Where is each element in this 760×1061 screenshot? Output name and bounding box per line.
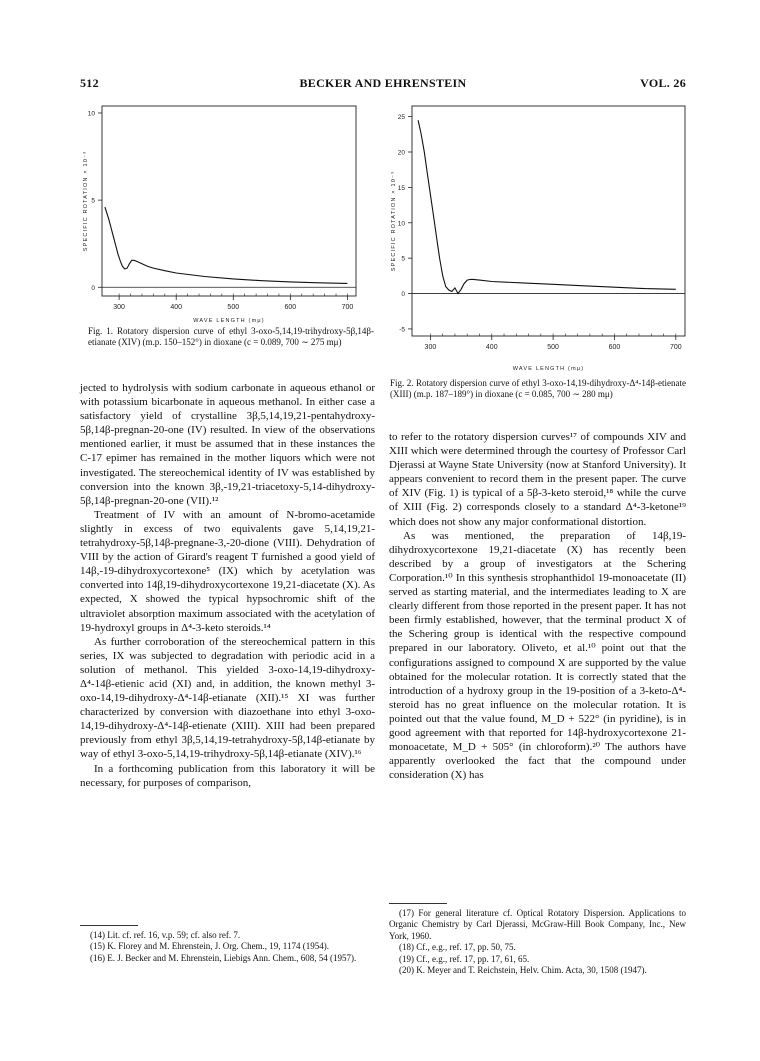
series-line: [105, 207, 348, 283]
body-column-right: [389, 430, 686, 782]
x-tick-label: 300: [113, 304, 125, 311]
figure-1-chart: [80, 100, 376, 332]
x-axis-title: WAVE LENGTH (mμ): [512, 366, 585, 372]
figure-2-caption: Fig. 2. Rotatory dispersion curve of ethyl 3-oxo-14,19-dihydroxy-Δ⁴-14β-etienate (XIII) (m.p. 187–189°) in dioxane (c = 0.085, 700 ∼ 280 mμ): [390, 378, 686, 399]
paragraph: As further corroboration of the stereochemical pattern in this series, IX was subjected to degradation with periodic acid in a solution of methanol. This yielded 3-oxo-14,19-dihydroxy-Δ⁴-14β-etienic acid (XI) and, in addition, the known methyl 3-oxo-14,19-dihydroxy-Δ⁴-14β-etianate (XII).¹⁵ XI was further characterized by conversion with diazoethane into ethyl 3-oxo-14,19-dihydroxy-Δ⁴-14β-etienate (XIII). XIII had been prepared previously from ethyl 3β,5,14,19-tetrahydroxy-5β,14β-etianate by way of ethyl 3-oxo-5,14,19-trihydroxy-5β,14β-etianate (XIV).¹⁶: [80, 635, 375, 761]
footnote: (18) Cf., e.g., ref. 17, pp. 50, 75.: [399, 942, 516, 953]
y-tick-label: 15: [397, 184, 405, 192]
paragraph: Treatment of IV with an amount of N-bromo-acetamide slightly in excess of two equivalents gave 5,14,19,21-tetrahydroxy-5β,14β-pregnane-3,-20-dione (VIII). Dehydration of VIII by the action of Girard's reagent T furnished a good yield of 14β,-19-dihydroxycortexone⁵ (IX) which by acetylation was converted into 14β,19-dihydroxycortexone 19,21-diacetate (X). As expected, X showed the typical hypsochromic shift of the ultraviolet absorption maximum associated with the acetylation of 19-hydroxyl groups in Δ⁴-3-keto steroids.¹⁴: [80, 508, 375, 634]
y-tick-label: 10: [87, 110, 95, 118]
x-tick-label: 700: [669, 344, 682, 351]
y-tick-label: 5: [401, 255, 405, 263]
x-tick-label: 600: [608, 344, 621, 351]
paragraph: As was mentioned, the preparation of 14β,19-dihydroxycortexone 19,21-diacetate (X) has recently been described by a group of investigators at the Schering Corporation.¹⁰ In this synthesis strophanthidol 19-monoacetate (II) served as starting material, and the intermediates leading to X are clearly different from those reported in the present paper. It has not been firmly established, however, that the terminal product X of the Schering group is identical with the respective compound prepared in our laboratory. Oliveto, et al.¹⁰ point out that the configurations assigned to compound X are supported by the value obtained for the molecular rotation. It is correctly stated that the introduction of a hydroxy group in the 19-position of a 3-keto-Δ⁴-steroid has no great influence on the molecular rotation. It is pointed out that the value found, M_D + 522° (in pyridine), is in good agreement with that reported for 14β-hydroxycortexone 21-monoacetate, M_D + 505° (in chloroform).²⁰ The authors have apparently overlooked the fact that the compound under consideration (X) has: [389, 529, 686, 782]
x-tick-label: 400: [485, 344, 498, 351]
y-tick-label: 5: [91, 197, 95, 205]
y-tick-label: 25: [397, 114, 405, 122]
figure-1-caption: Fig. 1. Rotatory dispersion curve of ethyl 3-oxo-5,14,19-trihydroxy-5β,14β-etianate (XIV) (m.p. 150–152°) in dioxane (c = 0.089, 700 ∼ 275 mμ): [88, 326, 374, 347]
footnote: (17) For general literature cf. Optical Rotatory Dispersion. Applications to Organic Chemistry by Carl Djerassi, McGraw-Hill Book Company, Inc., New York, 1960.: [389, 908, 686, 941]
page-number: 512: [80, 76, 99, 90]
y-tick-label: 0: [91, 284, 95, 292]
x-tick-label: 600: [284, 304, 297, 311]
paragraph: to refer to the rotatory dispersion curves¹⁷ of compounds XIV and XIII which were determined through the courtesy of Professor Carl Djerassi at Wayne State University (now at Stanford University). It appears convenient to record them in the present paper. The curve of XIV (Fig. 1) is typical of a 5β-3-keto steroid,¹⁸ while the curve of XIII (Fig. 2) corresponds closely to a standard Δ⁴-3-ketone¹⁹ which does not show any major conformational distortion.: [389, 431, 686, 528]
y-tick-label: 0: [401, 291, 405, 299]
footnotes-right: [389, 903, 686, 976]
figure-2-chart: [385, 100, 687, 378]
footnote: (15) K. Florey and M. Ehrenstein, J. Org. Chem., 19, 1174 (1954).: [90, 941, 329, 952]
x-tick-label: 300: [424, 344, 437, 351]
paragraph: In a forthcoming publication from this laboratory it will be necessary, for purposes of comparison,: [80, 762, 375, 789]
footnote-rule: [389, 903, 447, 904]
x-tick-label: 700: [341, 304, 354, 311]
y-tick-label: 20: [397, 149, 405, 157]
footnotes-left: [80, 925, 375, 964]
paragraph: jected to hydrolysis with sodium carbonate in aqueous ethanol or with potassium bicarbonate in aqueous methanol. In either case a satisfactory yield of crystalline 3β,5,14,19,21-pentahydroxy-5β,14β-pregnan-20-one (IV) resulted. In view of the observations mentioned earlier, it must be assumed that in these instances the C-17 epimer has remained in the mother liquors which were not investigated. The stereochemical identity of IV was established by conversion into the known 3β,-19,21-triacetoxy-5,14-dihydroxy-5β,14β-pregnan-20-one (VII).¹²: [80, 382, 375, 507]
plot-frame: [102, 106, 356, 296]
plot-frame: [412, 106, 685, 336]
y-tick-label: 10: [397, 220, 405, 228]
x-tick-label: 500: [547, 344, 559, 351]
x-axis-title: WAVE LENGTH (mμ): [193, 318, 265, 324]
footnote: (16) E. J. Becker and M. Ehrenstein, Liebigs Ann. Chem., 608, 54 (1957).: [90, 952, 357, 963]
y-axis-title: SPECIFIC ROTATION × 10⁻³: [391, 170, 397, 272]
volume-label: VOL. 26: [640, 76, 686, 90]
series-line: [418, 120, 676, 293]
running-header: [80, 76, 686, 92]
footnote-rule: [80, 925, 138, 926]
footnote: (14) Lit. cf. ref. 16, v.p. 59; cf. also ref. 7.: [90, 930, 241, 940]
x-tick-label: 400: [170, 304, 183, 311]
x-tick-label: 500: [227, 304, 240, 311]
y-axis-title: SPECIFIC ROTATION × 10⁻³: [83, 150, 89, 252]
running-title: BECKER AND EHRENSTEIN: [299, 76, 467, 90]
y-tick-label: -5: [399, 326, 405, 334]
body-column-left: [80, 381, 375, 790]
footnote: (19) Cf., e.g., ref. 17, pp. 17, 61, 65.: [399, 953, 530, 964]
footnote: (20) K. Meyer and T. Reichstein, Helv. Chim. Acta, 30, 1508 (1947).: [399, 965, 647, 976]
